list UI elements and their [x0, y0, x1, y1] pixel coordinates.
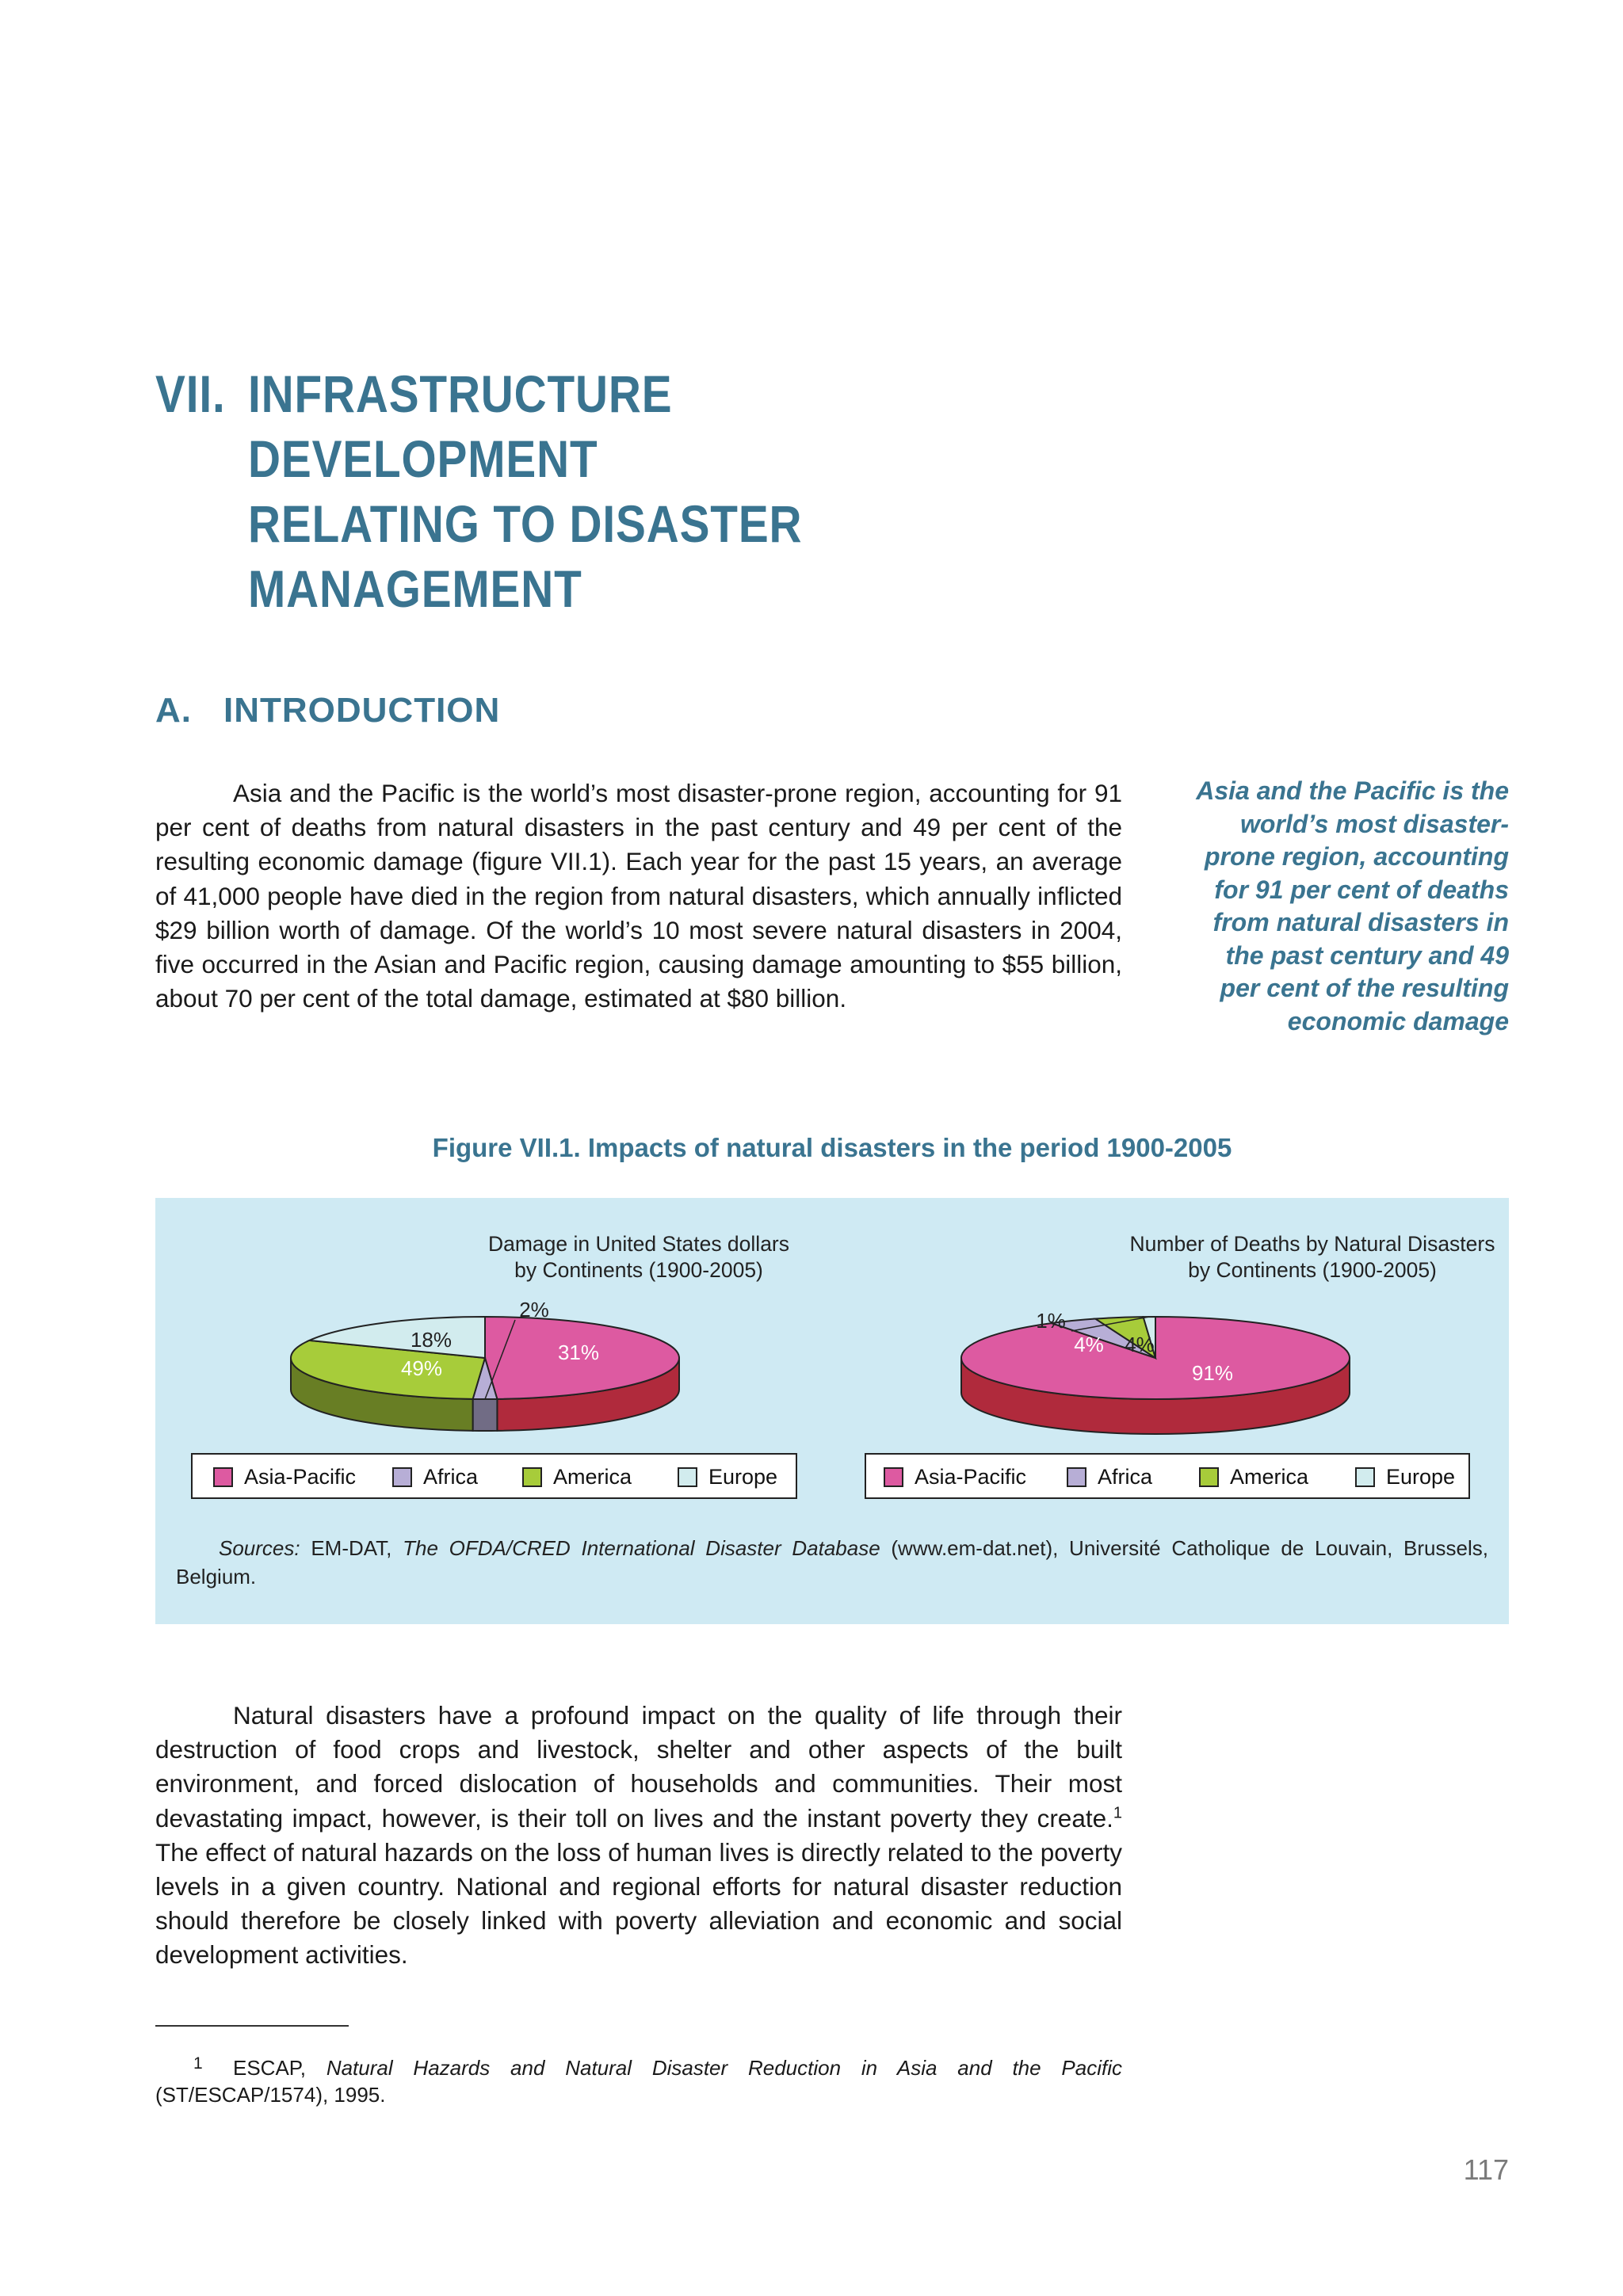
- legend-item-africa: [1067, 1465, 1152, 1489]
- chart-title-line: by Continents (1900-2005): [1188, 1258, 1437, 1282]
- legend-swatch: [522, 1467, 542, 1487]
- figure-caption: Figure VII.1. Impacts of natural disasters in the period 1900-2005: [432, 1133, 1232, 1162]
- legend-item-america: [1199, 1465, 1308, 1489]
- pie-data-label: 49%: [400, 1356, 443, 1380]
- legend-swatch: [213, 1467, 233, 1487]
- legend-swatch: [1067, 1467, 1086, 1487]
- pie-data-label: 4%: [1074, 1333, 1104, 1356]
- legend-item-europe: [678, 1465, 777, 1489]
- intro-paragraph: Asia and the Pacific is the world’s most disaster-prone region, accounting for 91 per cent of deaths from natural disasters in the past century and 49 per cent of the resulting economic damage (figure VII.1). Each year for the past 15 years, an average of 41,000 people have died in the region from natural disasters, which annually inflicted $29 billion worth of damage. Of the world’s 10 most severe natural disasters in 2004, five occurred in the Asian and Pacific region, causing damage amounting to $55 billion, about 70 per cent of the total damage, estimated at $80 billion.: [155, 779, 1122, 1013]
- legend-label: Asia-Pacific: [244, 1465, 357, 1489]
- chapter-title-line: MANAGEMENT: [248, 559, 582, 618]
- chart-title-line: by Continents (1900-2005): [514, 1258, 763, 1282]
- legend-item-europe: [1355, 1465, 1455, 1489]
- footnote-divider: [155, 2025, 349, 2027]
- sources-label: Sources:: [219, 1536, 300, 1560]
- damage-chart-legend: [191, 1453, 797, 1499]
- legend-item-africa: [392, 1465, 478, 1489]
- legend-label: Asia-Pacific: [915, 1465, 1027, 1489]
- legend-swatch: [392, 1467, 412, 1487]
- legend-item-asia-pacific: [213, 1465, 356, 1489]
- legend-swatch: [678, 1467, 697, 1487]
- sidebar-pull-quote: Asia and the Pacific is the world’s most disaster-prone region, accounting for 91 per cent of deaths from natural disasters in the past century and 49 per cent of the resulting economic damage: [1196, 776, 1509, 1035]
- legend-label: Europe: [1386, 1465, 1456, 1489]
- footnote-reference[interactable]: 1: [1113, 1804, 1122, 1822]
- legend-label: America: [1230, 1465, 1309, 1489]
- chart-title-line: Number of Deaths by Natural Disasters: [1129, 1232, 1495, 1256]
- footnote: [155, 2050, 1122, 2108]
- paragraph-text: Natural disasters have a profound impact on the quality of life through their destruction of food crops and livestock, shelter and other aspects of the built environment, and forced dislocation of households and communities. Their most devastating impact, however, is their toll on lives and the instant poverty they create.: [155, 1701, 1122, 1833]
- chart-title-line: Damage in United States dollars: [487, 1232, 790, 1256]
- legend-label: Europe: [708, 1465, 778, 1489]
- sources-database-name: The OFDA/CRED International Disaster Database: [403, 1536, 880, 1560]
- pie-data-label: 91%: [1191, 1361, 1234, 1385]
- legend-swatch: [1199, 1467, 1219, 1487]
- pie-data-label: 4%: [1125, 1333, 1155, 1356]
- legend-label: Africa: [1098, 1465, 1153, 1489]
- chapter-title-line: INFRASTRUCTURE DEVELOPMENT: [248, 364, 673, 488]
- legend-label: Africa: [423, 1465, 479, 1489]
- chapter-title: [248, 361, 998, 621]
- footnote-title: Natural Hazards and Natural Disaster Reduction in Asia and the Pacific: [326, 2056, 1122, 2080]
- pie-data-label: 1%: [1036, 1309, 1066, 1333]
- footnote-text: ESCAP,: [233, 2056, 307, 2080]
- pie-data-label: 2%: [519, 1298, 549, 1322]
- sources-text: EM-DAT,: [311, 1536, 392, 1560]
- figure-panel: [155, 1198, 1509, 1624]
- sources-text: (www.em-dat.net), Université Catholique de Louvain, Brussels, Belgium.: [176, 1536, 1488, 1589]
- chapter-number: VII.: [155, 364, 226, 423]
- section-letter: A.: [155, 691, 192, 730]
- section-title: INTRODUCTION: [223, 691, 501, 730]
- legend-item-asia-pacific: [884, 1465, 1026, 1489]
- impact-paragraph: [155, 1699, 1122, 1973]
- footnote-text: (ST/ESCAP/1574), 1995.: [155, 2083, 386, 2107]
- legend-swatch: [1355, 1467, 1375, 1487]
- section-heading: [155, 691, 500, 730]
- legend-swatch: [884, 1467, 903, 1487]
- pie-charts: [155, 1198, 1509, 1451]
- legend-item-america: [522, 1465, 632, 1489]
- legend-label: America: [553, 1465, 632, 1489]
- paragraph-text: The effect of natural hazards on the loss of human lives is directly related to the poverty levels in a given country. National and regional efforts for natural disaster reduction should therefore be closely linked with poverty alleviation and economic and social development activities.: [155, 1837, 1122, 1970]
- footnote-number: 1: [193, 2054, 203, 2073]
- pie-side-africa: [473, 1399, 498, 1431]
- page-number: 117: [1463, 2153, 1509, 2186]
- pie-data-label: 18%: [410, 1328, 453, 1352]
- pie-data-label: 31%: [557, 1341, 600, 1364]
- figure-sources: [176, 1534, 1488, 1591]
- deaths-chart-legend: [865, 1453, 1470, 1499]
- chapter-title-line: RELATING TO DISASTER: [248, 494, 803, 553]
